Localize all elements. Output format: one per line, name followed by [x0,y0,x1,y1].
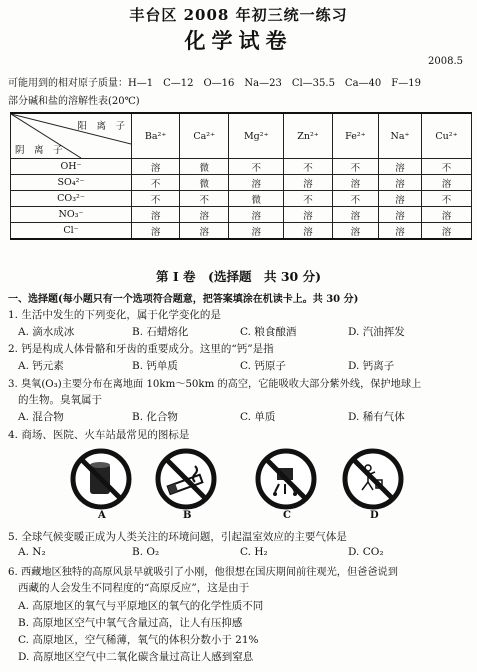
question-3-option-a: A. 混合物 [18,411,64,423]
anion-header: NO₃⁻ [11,207,132,223]
table-cell: 溶 [332,207,378,223]
corner-anion-label: 阴 离 子 [15,145,63,156]
question-1-stem: 1. 生活中发生的下列变化，属于化学变化的是 [8,309,221,321]
table-cell: 微 [180,175,229,191]
question-3-option-b: B. 化合物 [132,411,178,423]
no-littering-icon [342,448,404,514]
cation-header: Ca²⁺ [180,113,229,159]
anion-header: Cl⁻ [11,223,132,240]
table-cell: 溶 [229,207,284,223]
no-storage-icon [70,448,132,514]
question-2-stem: 2. 钙是构成人体骨骼和牙齿的重要成分。这里的“钙”是指 [8,343,274,355]
section-title: 第 Ⅰ 卷 (选择题 共 30 分) [156,269,321,284]
exam-title: 丰台区 2008 年初三统一练习 [129,6,348,24]
table-cell: 溶 [332,223,378,240]
table-cell: 溶 [422,175,472,191]
question-3-option-c: C. 单质 [240,411,276,423]
question-5-option-a: A. N₂ [18,546,46,558]
table-cell: 不 [332,159,378,175]
question-6-option-b: B. 高原地区空气中氧气含量过高，让人有压抑感 [18,617,243,629]
question-5-stem: 5. 全球气候变暖正成为人类关注的环境问题，引起温室效应的主要气体是 [8,531,347,543]
sign-label-c: C [283,510,291,521]
anion-header: OH⁻ [11,159,132,175]
cation-header: Zn²⁺ [284,113,332,159]
no-fireworks-icon [255,448,317,514]
question-2-option-d: D. 钙离子 [348,360,395,372]
table-cell: 溶 [379,207,422,223]
table-cell: 不 [332,191,378,207]
sign-label-d: D [370,510,379,521]
question-5-option-d: D. CO₂ [348,546,384,558]
exam-date: 2008.5 [428,56,463,67]
table-cell: 溶 [132,207,180,223]
question-6-stem-cont: 西藏的人会发生不同程度的“高原反应”，这是由于 [18,582,250,594]
table-cell: 溶 [379,223,422,240]
table-cell: 溶 [332,175,378,191]
table-cell: 溶 [284,207,332,223]
table-corner [11,113,132,159]
question-3-stem: 3. 臭氧(O₃)主要分布在离地面 10km～50km 的高空，它能吸收大部分紫外线，保护地球上 [8,379,422,390]
sign-label-a: A [98,510,106,521]
no-smoking-icon [155,448,217,514]
table-cell: 溶 [379,159,422,175]
corner-cation-label: 阳 离 子 [77,121,125,132]
question-6-option-c: C. 高原地区，空气稀薄，氧气的体积分数小于 21% [18,634,259,646]
table-cell: 不 [132,175,180,191]
table-cell: 溶 [229,223,284,240]
question-4-stem: 4. 商场、医院、火车站最常见的图标是 [8,429,190,441]
question-1-option-d: D. 汽油挥发 [348,326,405,338]
question-2-option-c: C. 钙原子 [240,360,286,372]
atomic-mass-line: 可能用到的相对原子质量：H—1 C—12 O—16 Na—23 Cl—35.5 Ca—40 F—19 [8,78,421,89]
table-header-row [11,113,472,159]
part-instructions: 一、选择题(每小题只有一个选项符合题意，把答案填涂在机读卡上。共 30 分) [8,294,359,305]
question-3-option-d: D. 稀有气体 [348,411,405,423]
table-caption: 部分碱和盐的溶解性表(20℃) [8,96,140,107]
table-cell: 微 [180,159,229,175]
table-cell: 不 [132,191,180,207]
table-cell: 溶 [422,207,472,223]
question-2-option-a: A. 钙元素 [18,360,64,372]
question-5-option-b: B. O₂ [132,546,160,558]
table-cell: 不 [229,159,284,175]
table-cell: 溶 [180,207,229,223]
question-1-option-b: B. 石蜡熔化 [132,326,189,338]
table-cell: 溶 [132,223,180,240]
table-row [11,175,472,191]
table-cell: 不 [422,191,472,207]
table-cell: 溶 [284,223,332,240]
cation-header: Mg²⁺ [229,113,284,159]
table-row [11,159,472,175]
table-cell: 溶 [180,223,229,240]
table-row [11,223,472,240]
anion-header: CO₃²⁻ [11,191,132,207]
table-cell: 溶 [284,175,332,191]
cation-header: Fe²⁺ [332,113,378,159]
table-cell: 微 [229,191,284,207]
table-cell: 溶 [379,191,422,207]
cation-header: Na⁺ [379,113,422,159]
table-cell: 溶 [132,159,180,175]
table-cell: 不 [180,191,229,207]
table-cell: 不 [284,191,332,207]
question-1-option-a: A. 滴水成冰 [18,326,75,338]
table-row [11,207,472,223]
cation-header: Cu²⁺ [422,113,472,159]
cation-header: Ba²⁺ [132,113,180,159]
question-6-option-d: D. 高原地区空气中二氧化碳含量过高让人感到窒息 [18,651,254,663]
question-6-stem: 6. 西藏地区独特的高原风景早就吸引了小刚，他很想在国庆期间前往观光，但爸爸说到 [8,567,398,578]
question-6-option-a: A. 高原地区的氧气与平原地区的氧气的化学性质不同 [18,600,264,612]
table-cell: 溶 [422,223,472,240]
anion-header: SO₄²⁻ [11,175,132,191]
question-3-stem-cont: 的生物。臭氧属于 [18,394,102,406]
table-cell: 溶 [379,175,422,191]
subject-title: 化学试卷 [184,28,293,53]
solubility-table [10,112,472,240]
question-1-option-c: C. 粮食酿酒 [240,326,297,338]
question-5-option-c: C. H₂ [240,546,268,558]
sign-label-b: B [183,510,192,521]
table-row [11,191,472,207]
table-cell: 不 [284,159,332,175]
table-cell: 溶 [229,175,284,191]
question-2-option-b: B. 钙单质 [132,360,178,372]
table-cell: 不 [422,159,472,175]
